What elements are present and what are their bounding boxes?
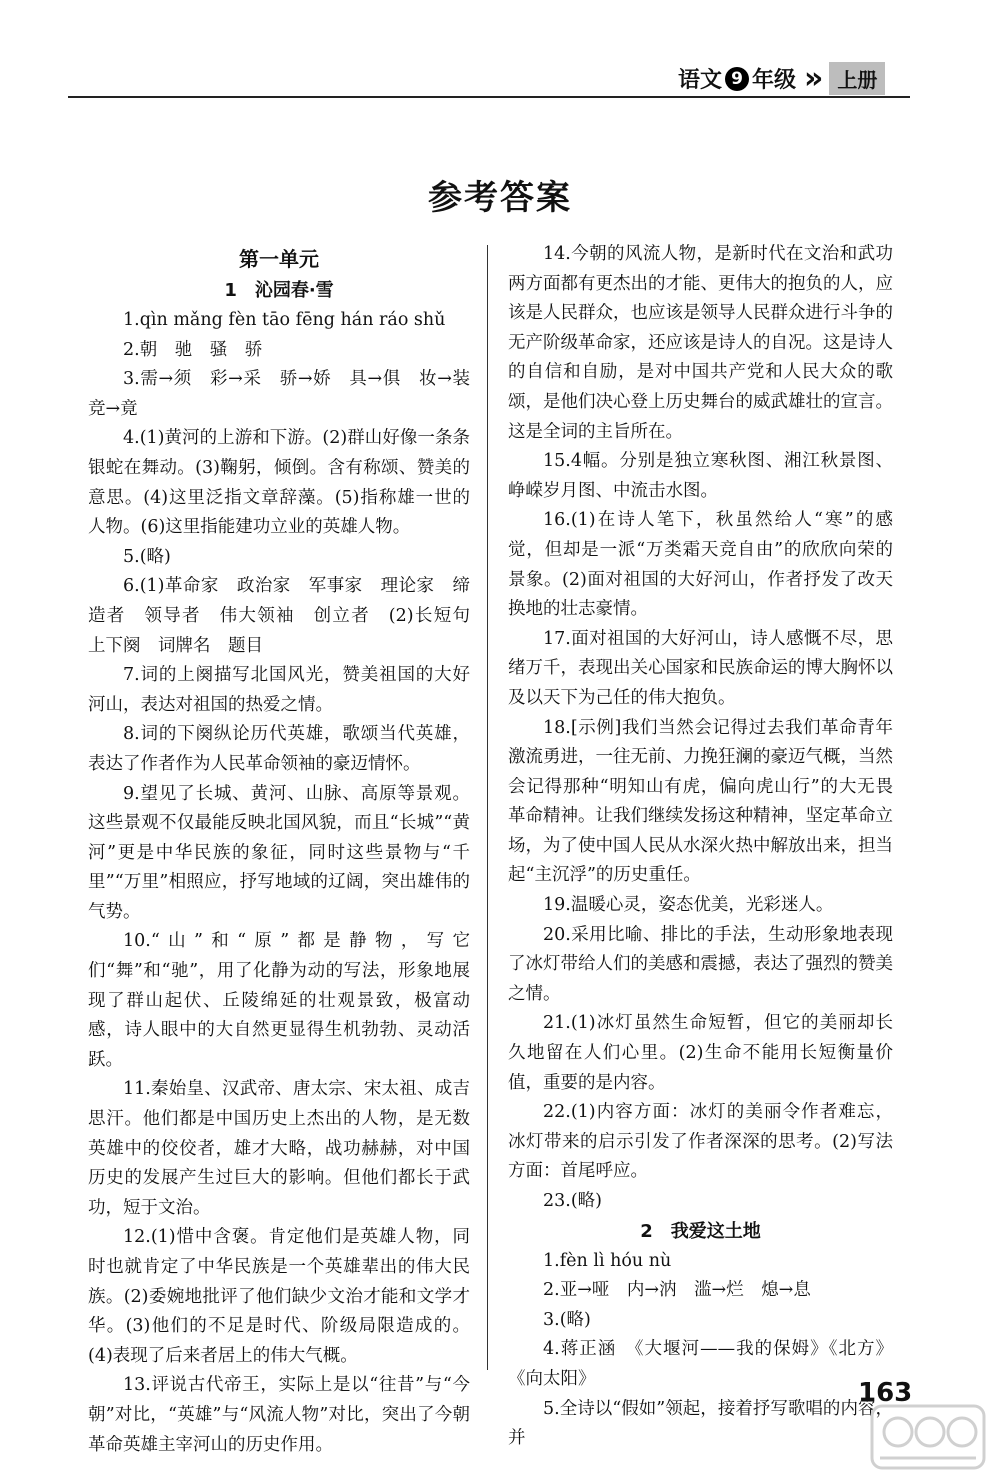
answer-item: 2.朝 驰 骚 骄 — [123, 339, 263, 360]
lesson-title: 2 我爱这土地 — [640, 1220, 761, 1242]
answer-item: 2.亚→哑 内→汭 滥→烂 熄→息 — [543, 1280, 811, 1301]
answer-item: 4.(1)黄河的上游和下游。(2)群山好像一条条银蛇在舞动。(3)鞠躬，倾倒。含有称颂、赞美的意思。(4)这里泛指文章辞藻。(5)指称雄一世的人物。(6)这里指能建功立业的英雄人物。 — [88, 428, 470, 538]
left-column — [88, 244, 488, 1460]
answer-item: 16.(1)在诗人笔下，秋虽然给人“寒”的感觉，但却是一派“万类霜天竞自由”的欣欣向荣的景象。(2)面对祖国的大好河山，作者抒发了改天换地的壮志豪情。 — [508, 510, 893, 620]
answer-item: 8.词的下阕纵论历代英雄，歌颂当代英雄，表达了作者作为人民革命领袖的豪迈情怀。 — [88, 724, 470, 774]
answer-item: 3.需→须 彩→采 骄→娇 具→俱 妆→装 竞→竟 — [88, 369, 488, 419]
answer-item: 5.(略) — [123, 546, 171, 567]
answer-item: 7.词的上阕描写北国风光，赞美祖国的大好河山，表达对祖国的热爱之情。 — [88, 665, 470, 715]
answer-item: 9.望见了长城、黄河、山脉、高原等景观。这些景观不仅最能反映北国风貌，而且“长城”“黄河”更是中华民族的象征，同时这些景物与“千里”“万里”相照应，抒写地域的辽阔，突出雄伟的气势。 — [88, 783, 470, 922]
answer-item: 3.(略) — [543, 1309, 591, 1330]
volume-label: 上册 — [829, 62, 885, 95]
answer-item: 1.qìn mǎng fèn tāo fēng hán ráo shǔ — [123, 310, 446, 330]
unit-title: 第一单元 — [239, 247, 319, 271]
answer-item: 23.(略) — [543, 1191, 602, 1211]
grade-label: 年级 — [752, 68, 797, 93]
column-divider — [487, 245, 488, 1370]
page-title: 参考答案 — [428, 178, 572, 218]
answer-item: 17.面对祖国的大好河山，诗人感慨不尽，思绪万千，表现出关心国家和民族命运的博大胸怀以及以天下为己任的伟大抱负。 — [508, 628, 893, 708]
answer-item: 5.全诗以“假如”领起，接着抒写歌唱的内容，并 — [508, 1398, 893, 1449]
answer-item: 4.蒋正涵 《大堰河——我的保姆》《北方》《向太阳》 — [508, 1339, 893, 1389]
page-number: 163 — [858, 1378, 913, 1408]
subject-label: 语文 — [678, 68, 723, 93]
answer-item: 21.(1)冰灯虽然生命短暂，但它的美丽却长久地留在人们心里。(2)生命不能用长短衡量价值，重要的是内容。 — [508, 1013, 893, 1093]
answer-item: 11.秦始皇、汉武帝、唐太宗、宋太祖、成吉思汗。他们都是中国历史上杰出的人物，是无数英雄中的佼佼者，雄才大略，战功赫赫，对中国历史的发展产生过巨大的影响。但他们都长于武功，短于文治。 — [88, 1079, 470, 1218]
answer-item: 19.温暖心灵，姿态优美，光彩迷人。 — [543, 895, 834, 916]
answer-item: 14.今朝的风流人物，是新时代在文治和武功两方面都有更杰出的才能、更伟大的抱负的人，应该是人民群众，也应该是领导人民群众进行斗争的无产阶级革命家，还应该是诗人的自况。这是诗人的自信和自励，是对中国共产党和人民大众的歌颂，是他们决心登上历史舞台的威武雄壮的宣言。这是全词的主旨所在。 — [508, 244, 893, 442]
answer-item: 20.采用比喻、排比的手法，生动形象地表现了冰灯带给人们的美感和震撼，表达了强烈的赞美之情。 — [508, 924, 893, 1004]
answer-item: 22.(1)内容方面：冰灯的美丽令作者难忘，冰灯带来的启示引发了作者深深的思考。(2)写法方面：首尾呼应。 — [508, 1102, 893, 1182]
right-column — [508, 240, 893, 1454]
answer-item: 1.fèn lì hóu nù — [543, 1250, 672, 1271]
answer-item: 15.4幅。分别是独立寒秋图、湘江秋景图、峥嵘岁月图、中流击水图。 — [508, 451, 893, 501]
answer-item: 10.“山”和“原”都是静物，写它们“舞”和“驰”，用了化静为动的写法，形象地展现了群山起伏、丘陵绵延的壮观景致，极富动感，诗人眼中的大自然更显得生机勃勃、灵动活跃。 — [88, 931, 470, 1070]
answer-item: 12.(1)惜中含褒。肯定他们是英雄人物，同时也就肯定了中华民族是一个英雄辈出的伟大民族。(2)委婉地批评了他们缺少文治才能和文学才华。(3)他们的不足是时代、阶级局限造成的。(4)表现了后来者居上的伟大气概。 — [88, 1227, 470, 1366]
watermark-logo — [868, 1402, 988, 1472]
answer-item: 13.评说古代帝王，实际上是以“往昔”与“今朝”对比，“英雄”与“风流人物”对比，突出了今朝革命英雄主宰河山的历史作用。 — [88, 1375, 470, 1455]
lesson-title: 1 沁园春·雪 — [224, 280, 334, 301]
double-chevron-icon: » — [804, 60, 814, 96]
grade-number-badge: 9 — [725, 67, 749, 91]
running-header — [678, 62, 885, 95]
answer-item: 6.(1)革命家 政治家 军事家 理论家 缔造者 领导者 伟大领袖 创立者 (2)长短句 上下阕 词牌名 题目 — [88, 576, 488, 656]
header-rule — [68, 96, 910, 98]
answer-item: 18.[示例]我们当然会记得过去我们革命青年激流勇进，一往无前、力挽狂澜的豪迈气概，当然会记得那种“明知山有虎，偏向虎山行”的大无畏革命精神。让我们继续发扬这种精神，坚定革命立场，为了使中国人民从水深火热中解放出来，担当起“主沉浮”的历史重任。 — [508, 717, 893, 886]
